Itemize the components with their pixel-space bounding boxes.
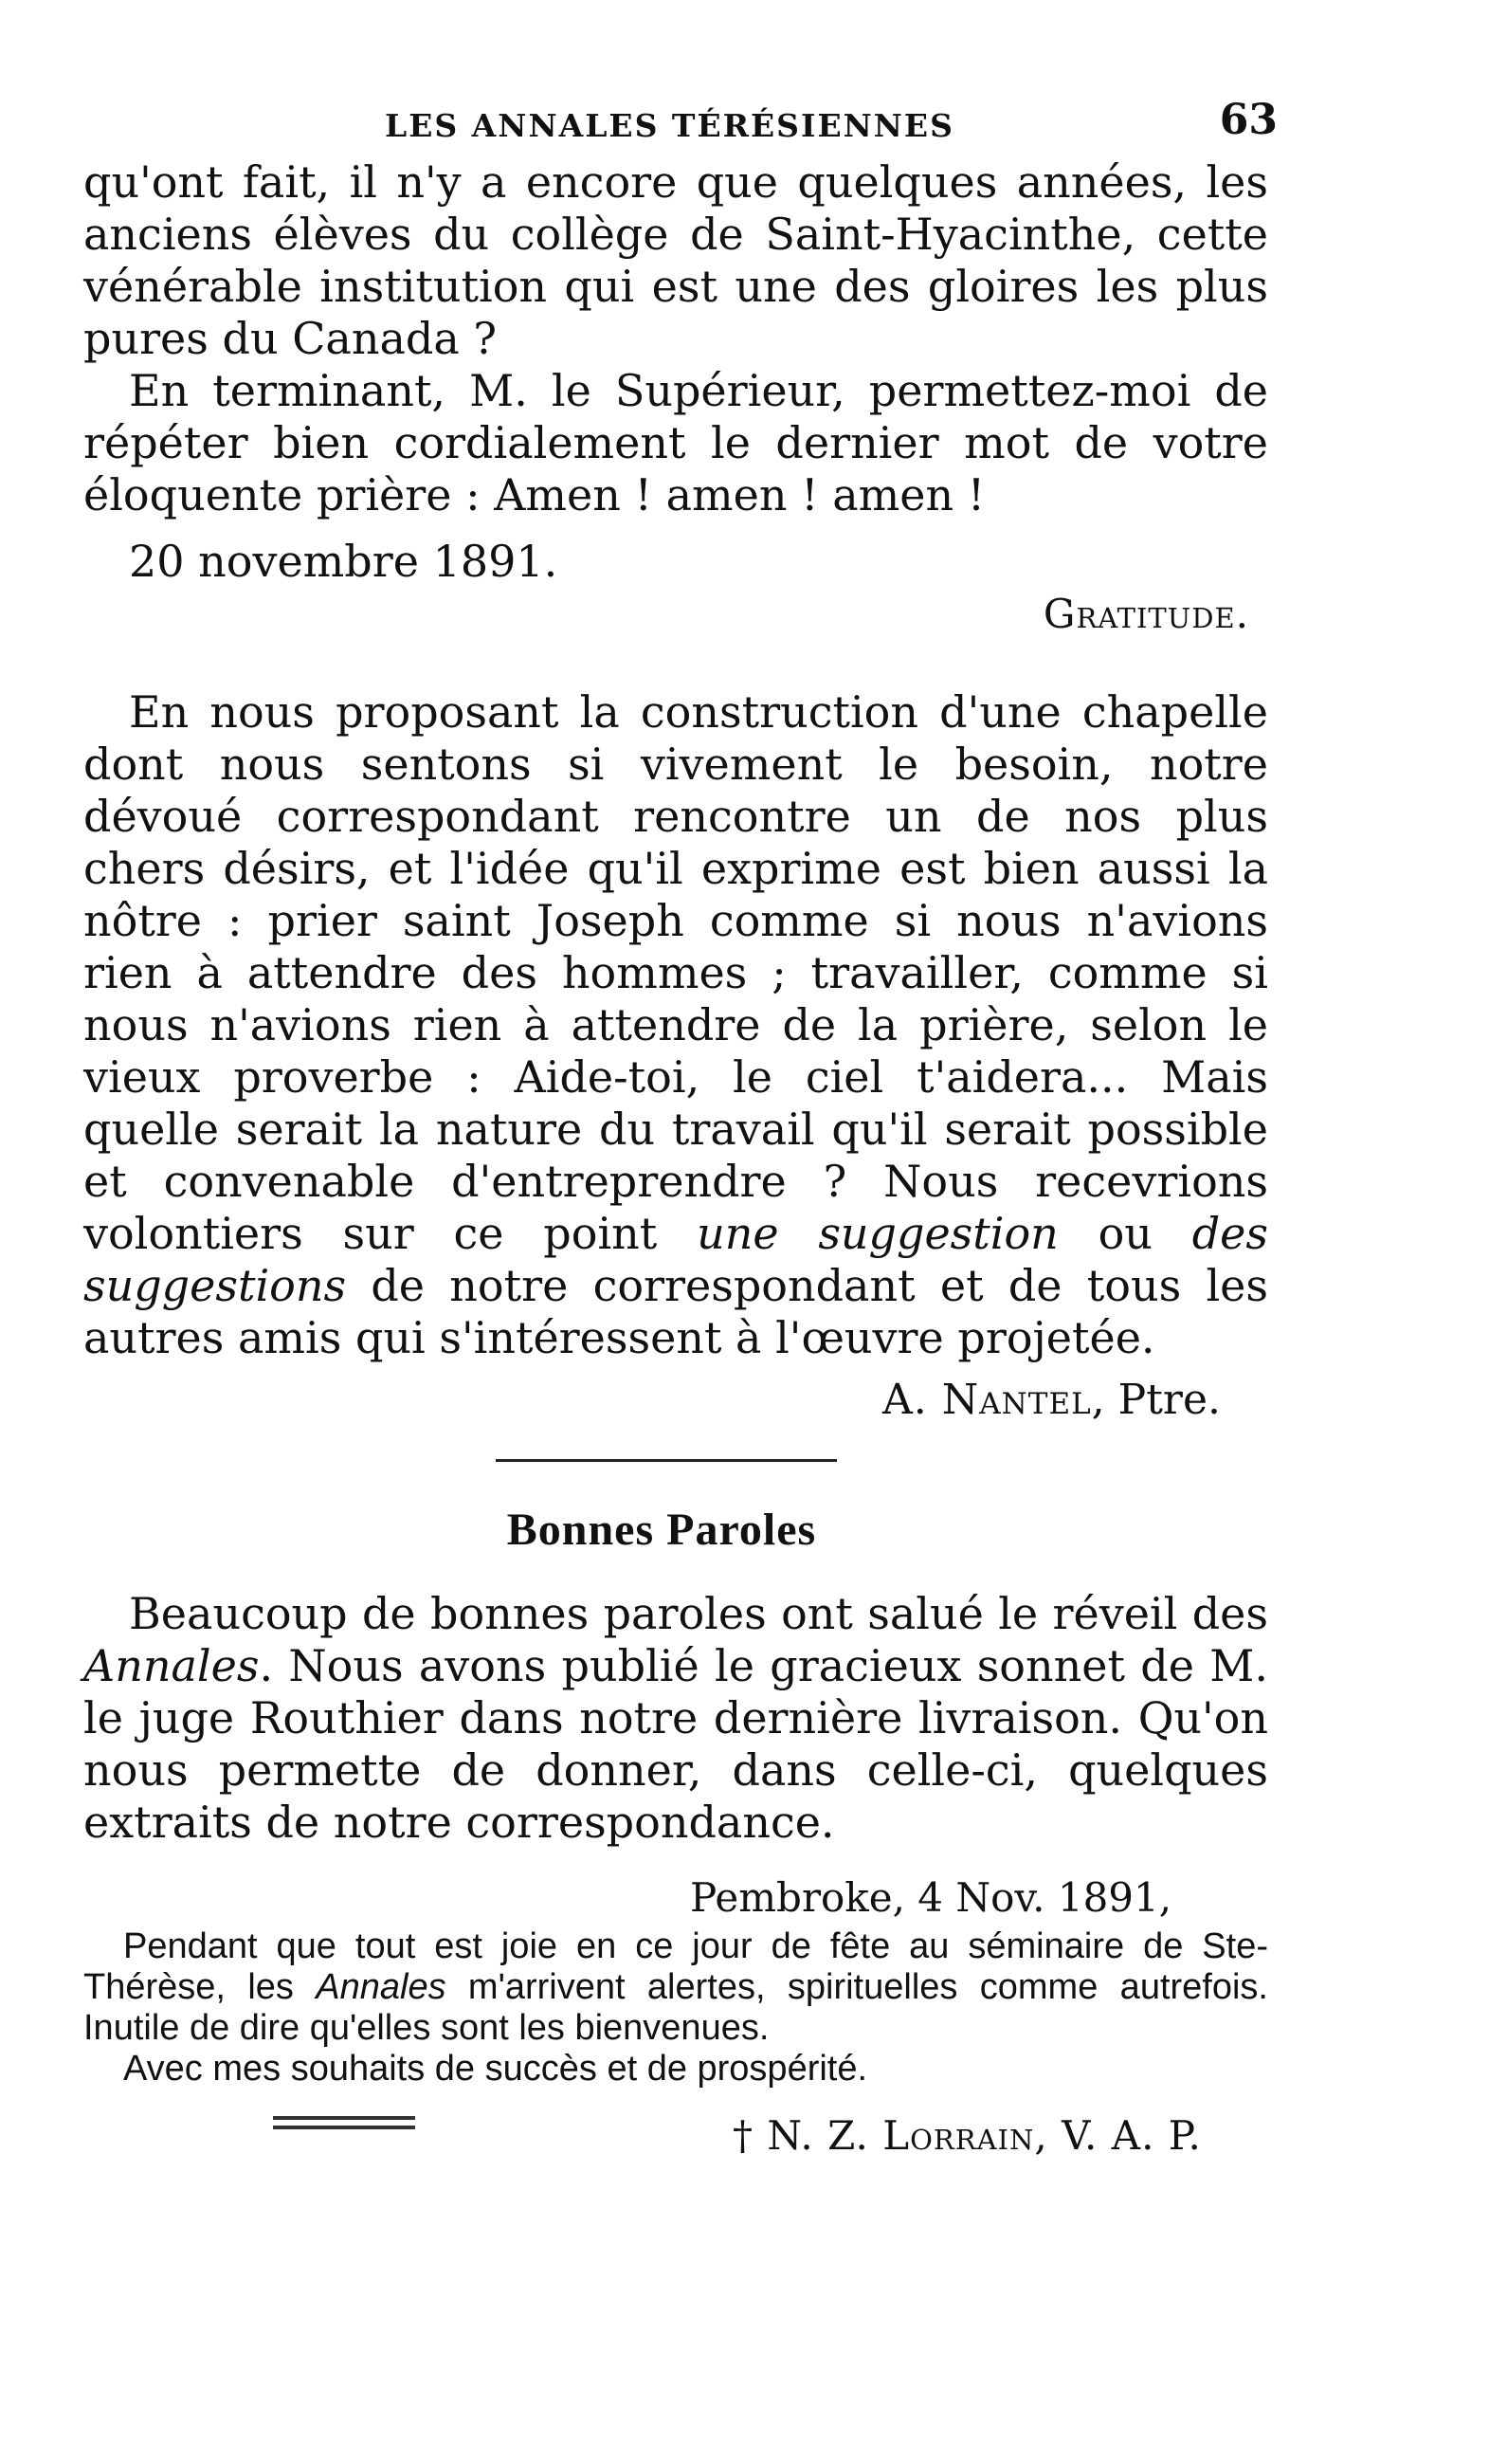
quoted-letter-italic: Annales <box>316 1967 446 2007</box>
section-intro-text: . Nous avons publié le gracieux sonnet de M. le juge Routhier dans notre dernière livraison. Qu'on nous permette de donner, dans celle-ci, quelques extraits de notre correspondance. <box>83 1640 1268 1848</box>
editor-reply-paragraph <box>83 686 1268 1364</box>
section-intro-paragraph <box>83 1588 1268 1849</box>
letter-paragraph: qu'ont fait, il n'y a encore que quelques années, les anciens élèves du collège de Saint-Hyacinthe, cette vénérable institution qui est une des gloires les plus pures du Canada ? <box>83 156 1268 364</box>
quoted-letter-signature-row <box>83 2108 1268 2184</box>
editor-signature <box>83 1374 1221 1427</box>
section-heading: Bonnes Paroles <box>506 1505 817 1555</box>
running-title: LES ANNALES TÉRÉSIENNES <box>385 107 954 144</box>
section-intro-italic: Annales <box>83 1640 260 1691</box>
running-header <box>83 90 1278 156</box>
quoted-letter-paragraph <box>83 1926 1268 2049</box>
editor-reply-italic: des suggestions <box>83 1208 1268 1311</box>
editor-reply-italic: une suggestion <box>697 1208 1059 1259</box>
letter-paragraph: En terminant, M. le Supérieur, permettez-moi de répéter bien cordialement le dernier mot de votre éloquente prière : Amen ! amen ! amen ! <box>83 365 1268 520</box>
document-page <box>83 90 1278 2184</box>
quoted-letter-text: m'arrivent alertes, spirituelles comme autrefois. Inutile de dire qu'elles sont les bienvenues. <box>83 1967 1268 2048</box>
editor-signature-name: A. Nantel <box>882 1376 1092 1424</box>
page-number: 63 <box>1219 96 1278 144</box>
quoted-letter <box>83 1926 1268 2090</box>
editor-reply-text: ou <box>1058 1208 1192 1259</box>
ornament-flourish <box>273 2116 415 2145</box>
editor-signature-title: , Ptre. <box>1091 1376 1221 1424</box>
quoted-letter-text: Pendant que tout est joie en ce jour de fête au séminaire de Ste-Thérèse, les <box>83 1926 1268 2007</box>
section-intro-text: Beaucoup de bonnes paroles ont salué le réveil des <box>129 1588 1268 1639</box>
letter-date: 20 novembre 1891. <box>129 536 558 587</box>
editor-reply-text: En nous proposant la construction d'une chapelle dont nous sentons si vivement le besoin, notre dévoué correspondant rencontre un de nos plus chers désirs, et l'idée qu'il exprime est bien aussi la nôtre : prier saint Joseph comme si nous n'avions rien à attendre des hommes ; travailler, comme si nous n'avions rien à attendre de la prière, selon le vieux proverbe : Aide-toi, le ciel t'aidera... Mais quelle serait la nature du travail qu'il serait possible et convenable d'entreprendre ? Nous recevrions volontiers sur ce point <box>83 686 1268 1259</box>
editor-reply-text: de notre correspondant et de tous les autres amis qui s'intéressent à l'œuvre projetée. <box>83 1260 1268 1363</box>
quoted-letter-dateline: Pembroke, 4 Nov. 1891, <box>690 1874 1172 1921</box>
letter-signature: Gratitude. <box>1043 591 1249 637</box>
section-divider <box>496 1459 837 1462</box>
quoted-letter-signature: † N. Z. Lorrain, V. A. P. <box>733 2112 1202 2159</box>
quoted-letter-closing: Avec mes souhaits de succès et de prospérité. <box>123 2049 868 2089</box>
